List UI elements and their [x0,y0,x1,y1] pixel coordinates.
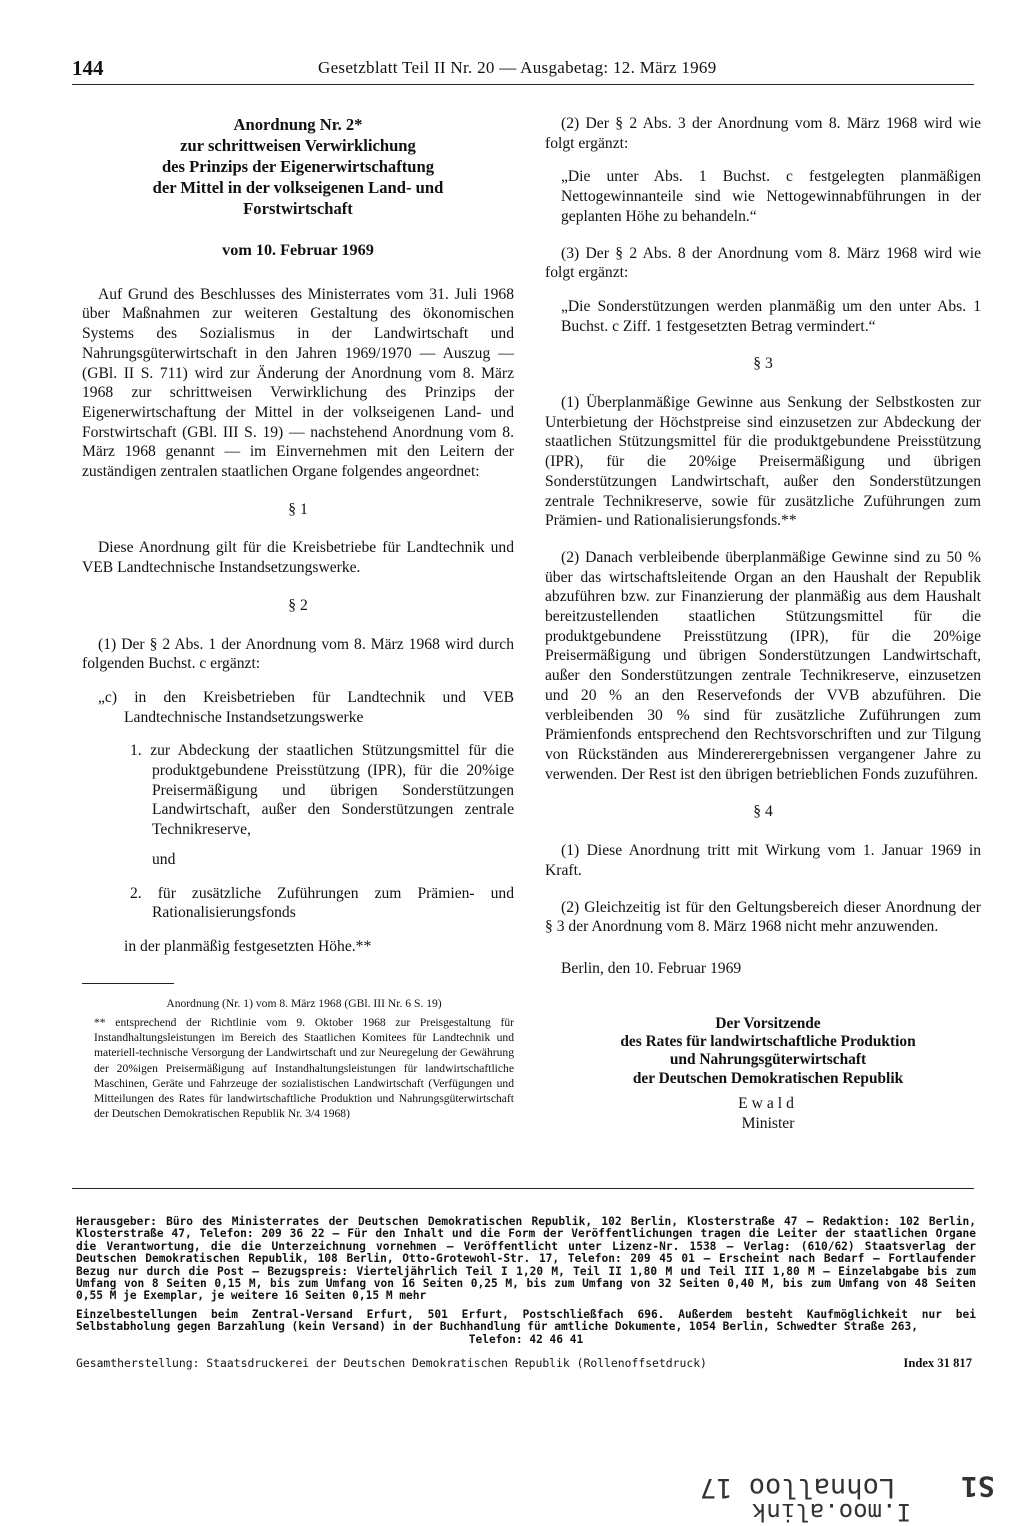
footnote-1: Anordnung (Nr. 1) vom 8. März 1968 (GBl. III Nr. 6 S. 19) [166,996,442,1010]
impressum [76,1216,976,1346]
section-2-paragraph-1: (1) Der § 2 Abs. 1 der Anordnung vom 8. März 1968 wird durch folgenden Buchst. c ergänzt: [82,635,514,673]
section-2-und: und [152,850,176,868]
impressum-phone: Telefon: 42 46 41 [468,1332,584,1346]
signatory-line: Der Vorsitzende [715,1014,821,1032]
bleed-through-stamp: S1 [961,1470,995,1503]
section-2-item-c: „c) in den Kreisbetrieben für Landtechnik und VEB Landtechnische Instandsetzungswerke [98,688,514,726]
header-rule [72,84,974,85]
page-number: 144 [72,56,104,80]
ordinance-date: vom 10. Februar 1969 [222,241,374,259]
section-4-heading: § 4 [753,803,773,821]
section-2-quote-3: „Die Sonderstützungen werden planmäßig um den unter Abs. 1 Buchst. c Ziff. 1 festgesetzten Betrag vermindert.“ [561,297,981,335]
preamble-paragraph: Auf Grund des Beschlusses des Ministerrates vom 31. Juli 1968 über Maßnahmen zur weiteren Gestaltung des ökonomischen Systems des Sozialismus in der Landwirtschaft und Nahrungsgüterwirtschaft in den Jahren 1969/1970 — Auszug — (GBl. II S. 711) wird zur Änderung der Anordnung vom 8. März 1968 zur schrittweisen Verwirklichung des Prinzips der Eigenerwirtschaftung der Mittel in der volkseigenen Land- und Forstwirtschaft (GBl. III S. 19) — nachstehend Anordnung vom 8. März 1968 genannt — im Einvernehmen mit den Leitern der zuständigen zentralen staatlichen Organe folgendes angeordnet: [82,285,514,481]
printer-credit: Gesamtherstellung: Staatsdruckerei der Deutschen Demokratischen Republik (Rollenoffsetdruck) [76,1356,707,1370]
signatory-title: Minister [741,1114,795,1132]
signature-block [545,959,981,1134]
title-line: der Mittel in der volkseigenen Land- und [152,178,444,197]
signatory-office [545,1015,981,1089]
signatory-line: und Nahrungsgüterwirtschaft [669,1051,867,1069]
section-4-paragraph-1: (1) Diese Anordnung tritt mit Wirkung vom 1. Januar 1969 in Kraft. [545,842,981,879]
section-2-heading: § 2 [288,596,308,614]
section-1-heading: § 1 [288,500,308,518]
section-2-paragraph-3: (3) Der § 2 Abs. 8 der Anordnung vom 8. März 1968 wird wie folgt ergänzt: [545,244,981,282]
right-column [545,114,981,1134]
impressum-orders: Einzelbestellungen beim Zentral-Versand Erfurt, 501 Erfurt, Postschließfach 696. Außerdem besteht Kaufmöglichkeit nur bei Selbstabholung gegen Barzahlung (kein Versand) in der Buchhandlung für amtliche Dokumente, 1054 Berlin, Schwedter Straße 263, [76,1307,976,1334]
page-header [72,56,972,82]
section-3-heading: § 3 [753,355,773,373]
signatory-line: der Deutschen Demokratischen Republik [632,1069,904,1087]
impressum-publisher: Herausgeber: Büro des Ministerrates der Deutschen Demokratischen Republik, 102 Berlin, Klosterstraße 47 — Redaktion: 102 Berlin, Klosterstraße 47, Telefon: 209 36 22 — Für den Inhalt und die Form der Veröffentlichungen tragen die Leiter der staatlichen Organe die Verantwortung, die die Unterzeichnung vornehmen — Veröffentlicht unter Lizenz-Nr. 1538 — Verlag: (610/62) Staatsverlag der Deutschen Demokratischen Republik, 108 Berlin, Otto-Grotewohl-Str. 17, Telefon: 209 45 01 — Erscheint nach Bedarf — Fortlaufender Bezug nur durch die Post — Bezugspreis: Vierteljährlich Teil I 1,20 M, Teil II 1,80 M und Teil III 1,80 M — Einzelabgabe bis zum Umfang von 8 Seiten 0,15 M, bis zum Umfang von 16 Seiten 0,25 M, bis zum Umfang von 32 Seiten 0,40 M, bis zum Umfang von 48 Seiten 0,55 M je Exemplar, je weitere 16 Seiten 0,15 M mehr [76,1215,976,1303]
bleed-through-stamp: I.moo.alink [752,1498,911,1526]
signatory-line: des Rates für landwirtschaftliche Produktion [620,1033,916,1051]
ordinance-title [82,114,514,219]
section-2-quote-2: „Die unter Abs. 1 Buchst. c festgelegten planmäßigen Nettogewinnanteile sind wie Nettogewinnabführungen in der geplanten Höhe zu behandeln.“ [561,168,981,225]
left-column [82,114,514,1121]
footnote-2: ** entsprechend der Richtlinie vom 9. Oktober 1968 zur Preisgestaltung für Instandhaltungsleistungen im Bereich des Staatlichen Komitees für Landtechnik und materiell-technische Versorgung der Landwirtschaft und zur Neuregelung der Gewährung der 20%igen Preisermäßigung auf Instandhaltungsleistungen für landwirtschaftliche Maschinen, Geräte und Fahrzeuge der sozialistischen Landwirtschaft (Verfügungen und Mitteilungen des Rates für landwirtschaftliche Produktion und Nahrungsgüterwirtschaft der Deutschen Demokratischen Republik Nr. 3/4 1968) [94,1015,514,1121]
title-line: Forstwirtschaft [243,199,353,218]
section-2-subitem-1: 1. zur Abdeckung der staatlichen Stützungsmittel für die produktgebundene Preisstützung (IPR), für die 20%ige Preisermäßigung und übrigen Sonderstützungen Landwirtschaft, außer den Sonderstützungen zentrale Technikreserve, [130,742,514,839]
bleed-through-stamp: Lohnalloo 17 [700,1472,896,1503]
index-number: Index 31 817 [903,1356,972,1370]
section-2-final-line: in der planmäßig festgesetzten Höhe.** [124,937,372,955]
title-line: Anordnung Nr. 2* [233,115,363,134]
section-3-paragraph-2: (2) Danach verbleibende überplanmäßige Gewinne sind zu 50 % über das wirtschaftsleitende Organ an den Haushalt der Republik abzuführen bzw. zur Finanzierung der planmäßig aus dem Haushalt bereitzustellenden staatlichen Stützungsmittel für die produktgebundene Preisstützung (IPR), für die 20%ige Preisermäßigung und übrigen Sonderstützungen Landwirtschaft, außer den Sonderstützungen zentrale Technikreserve, einzusetzen und 20 % an den Reservefonds der VVB abzuführen. Die verbleibenden 30 % sind für zusätzliche Zuführungen zum Prämienfonds entsprechend den Rechtsvorschriften und zur Tilgung von Rückständen aus Mindererergebnissen vergangener Jahre zu verwenden. Der Rest ist den übrigen betrieblichen Fonds zuzuführen. [545,548,981,783]
section-1-text: Diese Anordnung gilt für die Kreisbetriebe für Landtechnik und VEB Landtechnische Instandsetzungswerke. [82,539,514,577]
signature-date: Berlin, den 10. Februar 1969 [561,959,742,977]
page-header-title: Gesetzblatt Teil II Nr. 20 — Ausgabetag: 12. März 1969 [318,58,717,77]
signatory-name: Ewald [738,1095,798,1113]
section-3-paragraph-1: (1) Überplanmäßige Gewinne aus Senkung der Selbstkosten zur Unterbietung der Höchstpreise sind einzusetzen zur Abdeckung der staatlichen Stützungsmittel für die produktgebundene Preisstützung (IPR), für die 20%ige Preisermäßigung und übrigen Sonderstützungen Landwirtschaft, außer den Sonderstützungen zentrale Technikreserve, sowie für zusätzliche Zuführungen zum Prämien- und Rationalisierungsfonds.** [545,394,981,530]
title-line: des Prinzips der Eigenerwirtschaftung [161,157,435,176]
section-2-paragraph-2: (2) Der § 2 Abs. 3 der Anordnung vom 8. März 1968 wird wie folgt ergänzt: [545,115,981,152]
section-2-subitem-2: 2. für zusätzliche Zuführungen zum Prämien- und Rationalisierungsfonds [130,884,514,922]
section-4-paragraph-2: (2) Gleichzeitig ist für den Geltungsbereich dieser Anordnung der § 3 der Anordnung vom 8. März 1968 nicht mehr anzuwenden. [545,898,981,936]
footnotes [82,996,514,1122]
footnote-rule [82,983,174,984]
impressum-rule [72,1188,974,1189]
title-line: zur schrittweisen Verwirklichung [180,136,416,155]
